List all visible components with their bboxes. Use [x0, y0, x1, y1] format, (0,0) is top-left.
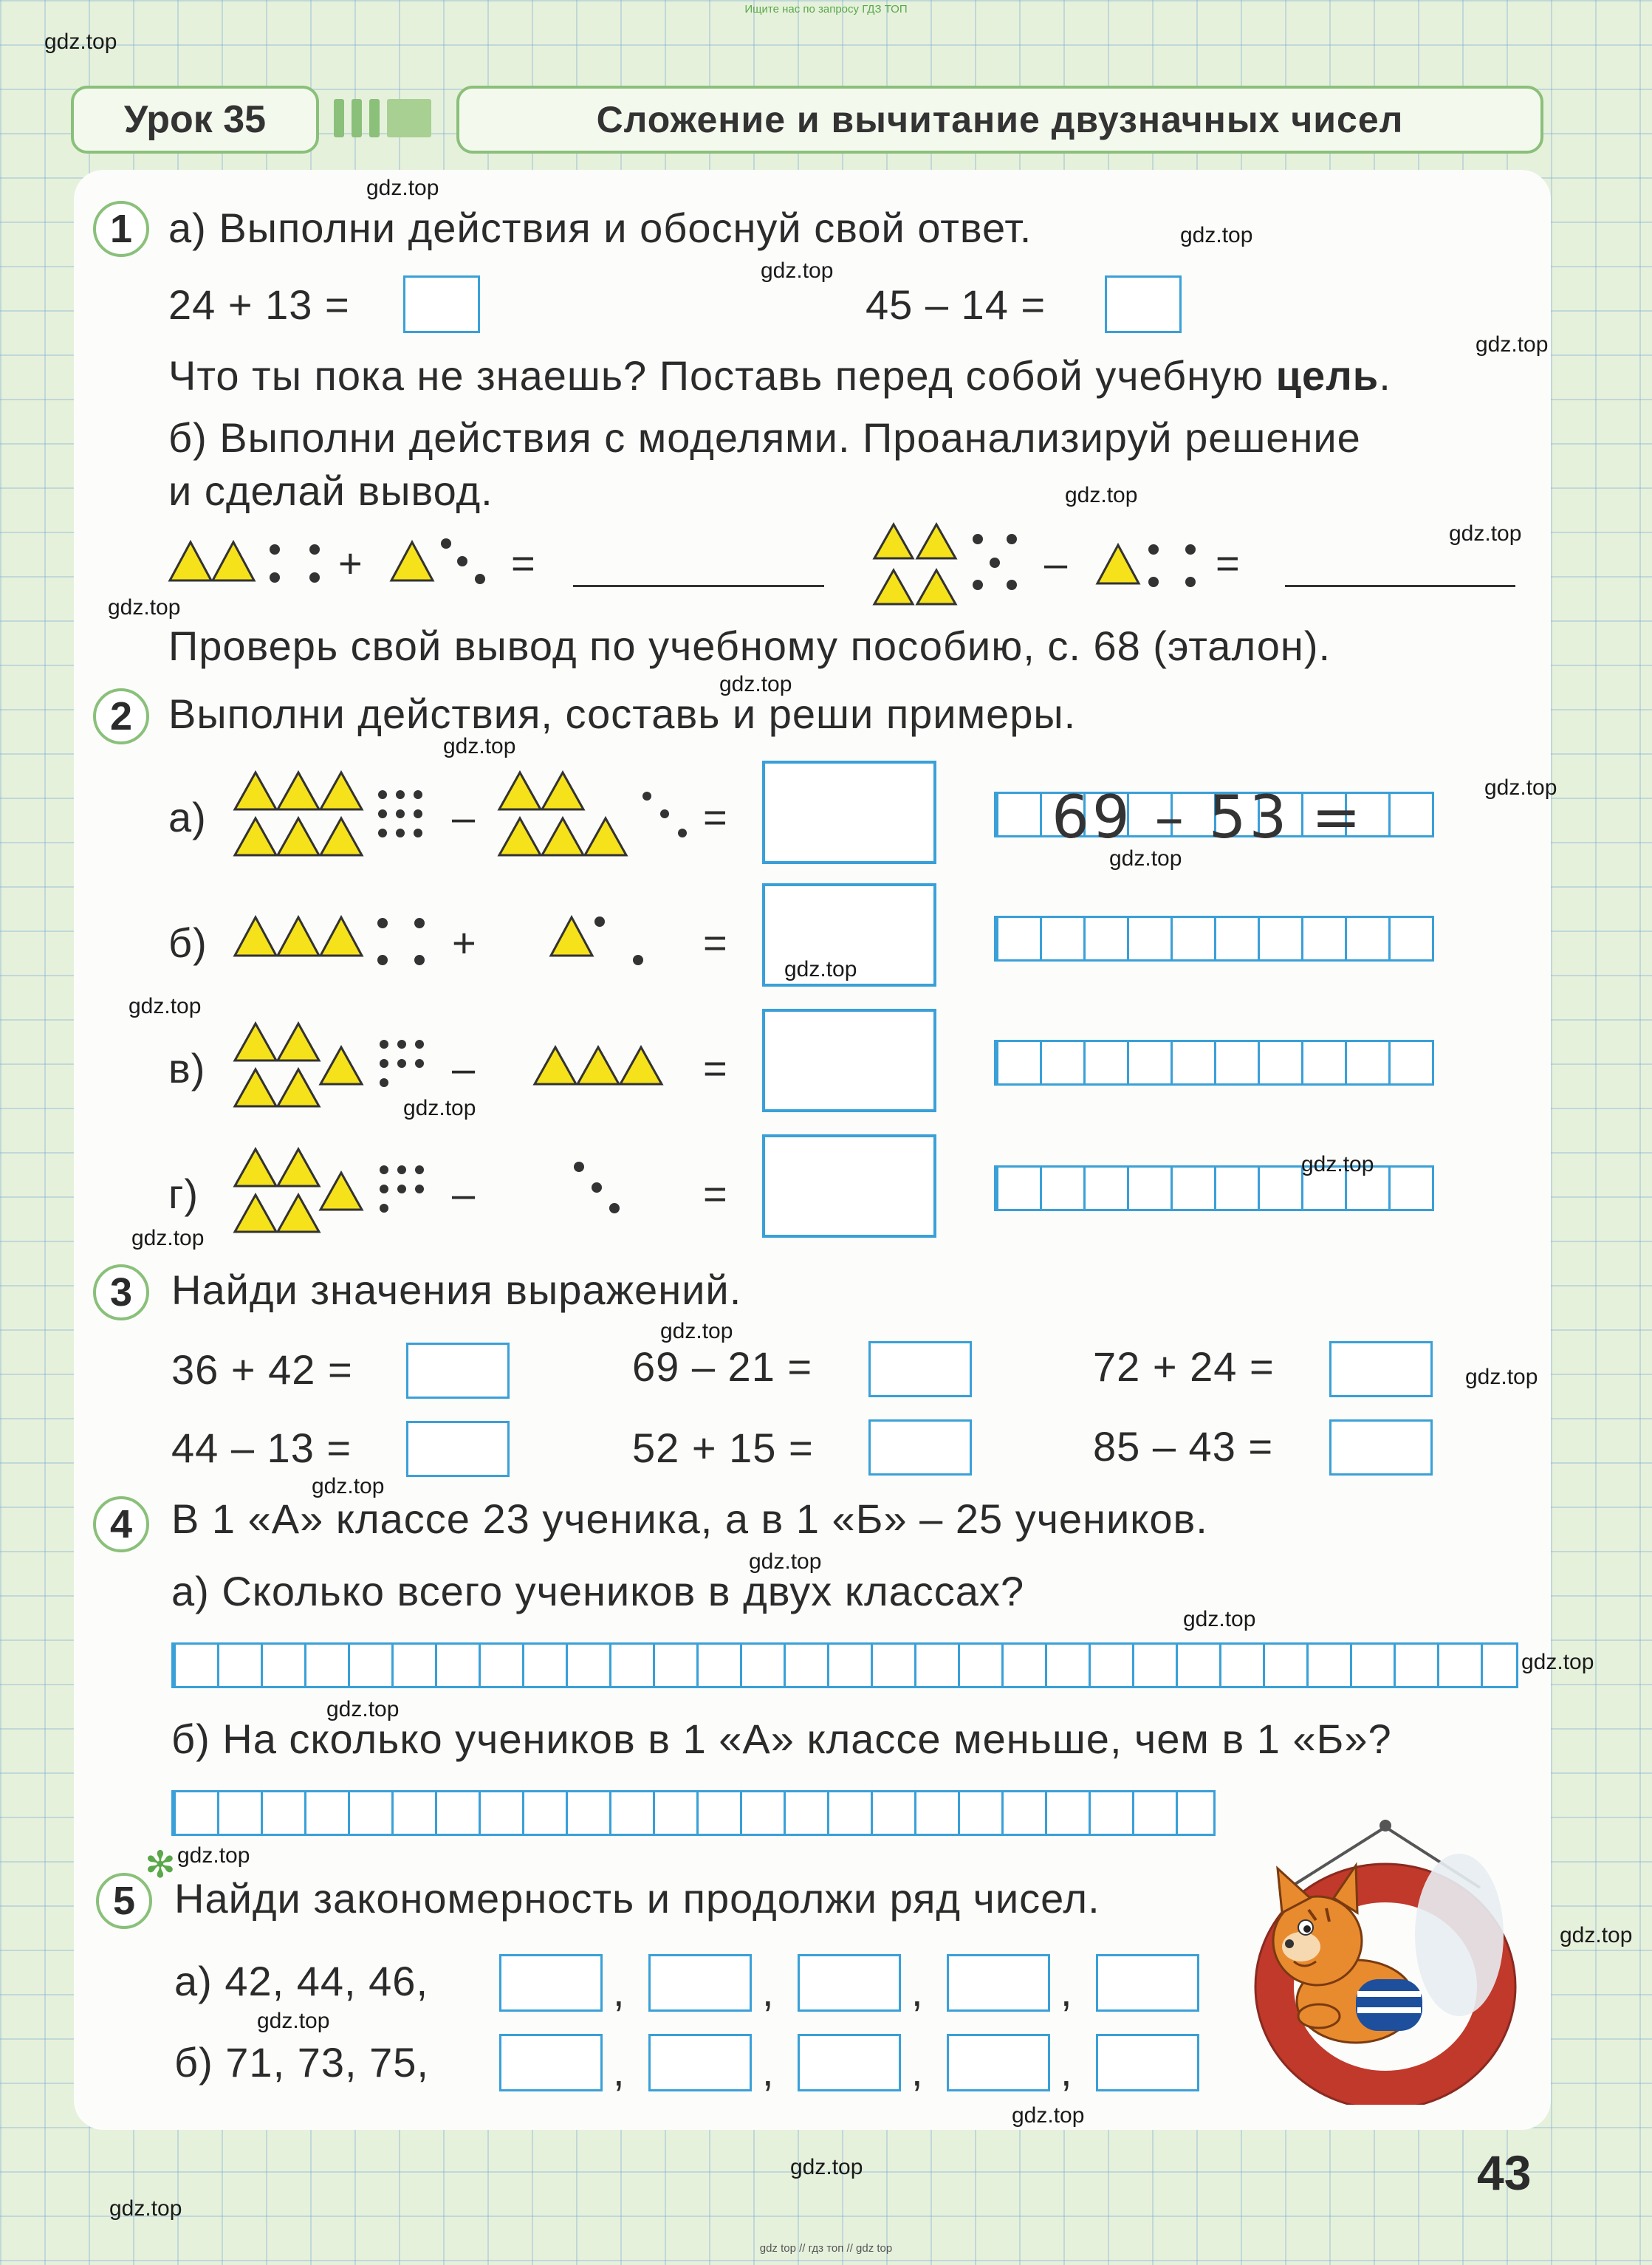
dot	[377, 918, 388, 928]
watermark: gdz.top	[790, 2155, 863, 2179]
answer-box[interactable]	[406, 1343, 510, 1399]
watermark: gdz.top	[761, 258, 834, 283]
dot	[380, 1204, 388, 1213]
dot	[377, 955, 388, 965]
dot	[475, 574, 485, 584]
dot	[457, 556, 467, 566]
dot	[397, 1165, 406, 1174]
task-4b-grid[interactable]	[171, 1790, 1216, 1836]
dot	[380, 1078, 388, 1087]
answer-box[interactable]	[1105, 275, 1182, 333]
dot	[660, 809, 669, 818]
task-1-check: Проверь свой вывод по учебному пособию, с. 68 (эталон).	[168, 623, 1331, 669]
dot	[396, 809, 405, 818]
watermark: gdz.top	[312, 1474, 385, 1498]
watermark: gdz.top	[44, 30, 117, 54]
task-5-number: 5	[96, 1873, 152, 1929]
task-2b-op: +	[452, 919, 477, 966]
task-1-expr-1: 24 + 13 =	[168, 281, 350, 328]
answer-box[interactable]	[1329, 1341, 1433, 1397]
dot	[678, 829, 687, 837]
answer-box[interactable]	[868, 1419, 972, 1476]
task-2d-label: г)	[168, 1171, 199, 1217]
triangle	[551, 917, 592, 956]
dot	[414, 829, 422, 837]
task-4a-text: а) Сколько всего учеников в двух классах?	[171, 1568, 1025, 1614]
dot	[973, 580, 983, 590]
task-3-expr-3: 72 + 24 =	[1093, 1343, 1275, 1390]
task-5a-text: а) 42, 44, 46,	[174, 1958, 429, 2004]
dot	[380, 1165, 388, 1174]
watermark: gdz.top	[326, 1697, 400, 1721]
watermark: gdz.top	[1012, 2103, 1085, 2128]
task-2a-answer[interactable]	[762, 761, 936, 864]
dot	[609, 1203, 620, 1213]
watermark: gdz.top	[749, 1549, 822, 1574]
dot	[633, 955, 643, 965]
triangle	[577, 1047, 619, 1084]
task-4-number: 4	[93, 1496, 149, 1552]
watermark: gdz.top	[1065, 483, 1138, 507]
task-2d-eq: =	[703, 1171, 728, 1217]
comma: ,	[911, 1968, 924, 2015]
dot	[1185, 544, 1196, 555]
cat-illustration	[1245, 1817, 1526, 2105]
task-2c-grid[interactable]	[994, 1040, 1434, 1086]
header-stripes	[334, 99, 452, 137]
triangle	[278, 1195, 319, 1232]
task-2b-label: б)	[168, 919, 208, 966]
triangle	[278, 917, 319, 956]
dot	[396, 790, 405, 799]
watermark: gdz.top	[1465, 1365, 1538, 1389]
answer-line[interactable]	[1285, 585, 1515, 587]
task-2c-op: –	[452, 1045, 476, 1092]
task-1-goal: Что ты пока не знаешь? Поставь перед собой учебную цель.	[168, 352, 1391, 399]
dot	[380, 1185, 388, 1193]
task-3-expr-1: 36 + 42 =	[171, 1346, 353, 1393]
task-2b-grid[interactable]	[994, 916, 1434, 962]
answer-box[interactable]	[499, 1954, 603, 2012]
top-note: Ищите нас по запросу ГДЗ ТОП	[744, 3, 908, 16]
task-2c-label: в)	[168, 1045, 206, 1092]
triangle	[917, 524, 956, 558]
dot	[1185, 577, 1196, 587]
dot	[415, 1165, 424, 1174]
watermark: gdz.top	[1476, 332, 1549, 357]
watermark: gdz.top	[403, 1096, 476, 1120]
triangle	[917, 570, 956, 604]
triangle	[278, 772, 319, 809]
task-4b-text: б) На сколько учеников в 1 «А» классе меньше, чем в 1 «Б»?	[171, 1716, 1392, 1762]
watermark: gdz.top	[1449, 521, 1522, 546]
dot	[415, 1040, 424, 1049]
watermark: gdz.top	[1484, 775, 1557, 800]
comma: ,	[613, 2048, 626, 2094]
triangle	[321, 818, 362, 855]
model-1-eq: =	[511, 540, 536, 586]
dot	[594, 916, 605, 927]
triangle	[874, 524, 913, 558]
watermark: gdz.top	[1183, 1607, 1256, 1631]
dot	[415, 1059, 424, 1068]
triangle	[321, 1047, 362, 1084]
watermark: gdz.top	[131, 1226, 205, 1250]
dot	[378, 829, 387, 837]
dot	[309, 572, 320, 583]
watermark: gdz.top	[257, 2009, 330, 2033]
comma: ,	[911, 2048, 924, 2094]
dot	[380, 1040, 388, 1049]
task-2a-label: а)	[168, 794, 207, 840]
task-2a-eq: =	[703, 794, 728, 840]
task-3-expr-6: 85 – 43 =	[1093, 1423, 1274, 1470]
triangle	[874, 570, 913, 604]
answer-box[interactable]	[947, 1954, 1050, 2012]
answer-box[interactable]	[499, 2034, 603, 2091]
task-2c-eq: =	[703, 1045, 728, 1092]
triangle	[321, 1173, 362, 1210]
task-1-model-1	[167, 532, 832, 606]
triangle	[278, 1024, 319, 1060]
triangle	[278, 1069, 319, 1106]
answer-box[interactable]	[403, 275, 480, 333]
task-1-expr-2: 45 – 14 =	[866, 281, 1046, 328]
dot	[973, 534, 983, 544]
task-2-text: Выполни действия, составь и реши примеры.	[168, 691, 1077, 737]
dot	[592, 1182, 602, 1193]
comma: ,	[762, 2048, 775, 2094]
triangle	[499, 772, 541, 809]
model-1-plus: +	[338, 540, 363, 586]
triangle	[535, 1047, 576, 1084]
dot	[397, 1185, 406, 1193]
model-2-eq: =	[1216, 540, 1241, 586]
lesson-title: Сложение и вычитание двузначных чисел	[456, 86, 1543, 154]
triangle	[391, 542, 433, 580]
watermark: gdz.top	[108, 595, 181, 620]
triangle	[235, 1069, 276, 1106]
triangle	[278, 818, 319, 855]
comma: ,	[613, 1968, 626, 2015]
triangle	[499, 818, 541, 855]
watermark: gdz.top	[660, 1319, 733, 1343]
watermark: gdz.top	[1301, 1152, 1374, 1176]
dot	[1148, 577, 1159, 587]
task-2a-op: –	[452, 794, 476, 840]
comma: ,	[1060, 1968, 1073, 2015]
triangle	[235, 1024, 276, 1060]
dot	[380, 1059, 388, 1068]
watermark: gdz.top	[719, 672, 792, 696]
task-1b-line-1: б) Выполни действия с моделями. Проанализируй решение	[168, 414, 1361, 461]
task-2d-answer[interactable]	[762, 1134, 936, 1238]
triangle	[235, 1149, 276, 1186]
triangle	[170, 542, 211, 580]
dot	[414, 918, 425, 928]
watermark: gdz.top	[177, 1843, 250, 1868]
task-5b-text: б) 71, 73, 75,	[174, 2039, 429, 2086]
dot	[414, 955, 425, 965]
answer-box[interactable]	[798, 2034, 901, 2091]
task-4-text: В 1 «А» классе 23 ученика, а в 1 «Б» – 25 учеников.	[171, 1495, 1208, 1542]
triangle	[235, 1195, 276, 1232]
answer-box[interactable]	[406, 1421, 510, 1477]
dot	[414, 790, 422, 799]
dot	[414, 809, 422, 818]
watermark: gdz.top	[1560, 1923, 1633, 1947]
star-icon: ✻	[145, 1844, 176, 1885]
task-2-number: 2	[93, 688, 149, 744]
comma: ,	[762, 1968, 775, 2015]
answer-line[interactable]	[573, 585, 824, 587]
triangle	[1097, 545, 1139, 583]
watermark: gdz.top	[128, 994, 202, 1018]
model-2-minus: –	[1044, 540, 1069, 586]
triangle	[321, 772, 362, 809]
dot	[397, 1059, 406, 1068]
task-3-expr-5: 52 + 15 =	[632, 1425, 814, 1471]
watermark: gdz.top	[443, 734, 516, 758]
task-2d-op: –	[452, 1171, 476, 1217]
dot	[270, 572, 280, 583]
bottom-note: gdz top // гдз топ // gdz top	[759, 2242, 893, 2255]
task-2a-handwriting: 69 – 53 =	[1052, 783, 1364, 851]
answer-box[interactable]	[947, 2034, 1050, 2091]
lesson-label: Урок 35	[71, 86, 319, 154]
triangle	[235, 818, 276, 855]
page-number: 43	[1477, 2145, 1532, 2200]
watermark: gdz.top	[1109, 846, 1182, 871]
dot	[1007, 534, 1017, 544]
dot	[1007, 580, 1017, 590]
dot	[270, 544, 280, 555]
task-3-number: 3	[93, 1264, 149, 1320]
task-5-text: Найди закономерность и продолжи ряд чисел.	[174, 1875, 1100, 1922]
dot	[397, 1040, 406, 1049]
watermark: gdz.top	[109, 2196, 182, 2221]
task-2c-answer[interactable]	[762, 1009, 936, 1112]
triangle	[542, 818, 583, 855]
task-2b-eq: =	[703, 919, 728, 966]
triangle	[235, 917, 276, 956]
triangle	[213, 542, 254, 580]
answer-box[interactable]	[648, 1954, 752, 2012]
dot	[642, 792, 651, 801]
triangle	[620, 1047, 662, 1084]
answer-box[interactable]	[1096, 2034, 1199, 2091]
answer-box[interactable]	[1329, 1419, 1433, 1476]
watermark: gdz.top	[784, 957, 857, 981]
triangle	[278, 1149, 319, 1186]
triangle	[585, 818, 626, 855]
task-3-expr-4: 44 – 13 =	[171, 1425, 352, 1471]
task-4a-grid[interactable]	[171, 1642, 1518, 1688]
task-1a-text: а) Выполни действия и обоснуй свой ответ.	[168, 205, 1032, 251]
dot	[378, 790, 387, 799]
answer-box[interactable]	[1096, 1954, 1199, 2012]
watermark: gdz.top	[366, 176, 439, 200]
watermark: gdz.top	[1521, 1650, 1594, 1674]
dot	[378, 809, 387, 818]
answer-box[interactable]	[798, 1954, 901, 2012]
triangle	[321, 917, 362, 956]
task-1b-line-2: и сделай вывод.	[168, 467, 493, 514]
triangle	[542, 772, 583, 809]
dot	[441, 538, 451, 549]
dot	[309, 544, 320, 555]
task-3-text: Найди значения выражений.	[171, 1267, 742, 1313]
dot	[574, 1162, 584, 1172]
answer-box[interactable]	[648, 2034, 752, 2091]
dot	[396, 829, 405, 837]
task-3-expr-2: 69 – 21 =	[632, 1343, 813, 1390]
triangle	[235, 772, 276, 809]
answer-box[interactable]	[868, 1341, 972, 1397]
task-1-number: 1	[93, 201, 149, 257]
watermark: gdz.top	[1180, 223, 1253, 247]
dot	[1148, 544, 1159, 555]
dot	[990, 558, 1000, 568]
comma: ,	[1060, 2048, 1073, 2094]
dot	[415, 1185, 424, 1193]
